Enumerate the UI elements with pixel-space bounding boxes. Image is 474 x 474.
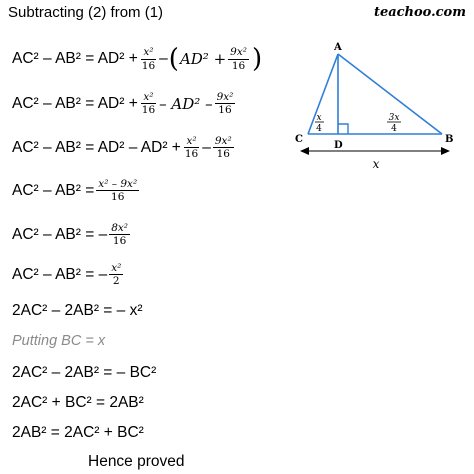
- equation-line-8: 2AC² – 2AB² = – BC²: [12, 364, 157, 381]
- equation-line-4: [12, 178, 141, 203]
- vertex-c-label: C: [295, 134, 303, 145]
- right-angle-marker: [338, 124, 348, 134]
- brand-logo: teachoo.com: [373, 5, 466, 20]
- vertex-d-label: D: [334, 140, 343, 151]
- term-ad2: AD² +: [179, 50, 227, 68]
- fraction-denominator: 16: [216, 148, 230, 161]
- fraction: [215, 91, 236, 116]
- fraction: [183, 135, 200, 160]
- bc-length-label: x: [372, 157, 380, 171]
- fraction: [109, 222, 130, 247]
- cd-label-numerator: x: [316, 113, 322, 123]
- fraction-denominator: 16: [141, 104, 156, 117]
- minus-sign: –: [159, 50, 168, 67]
- fraction-numerator: 9x²: [230, 46, 247, 59]
- substitution-note: Putting BC = x: [12, 333, 106, 349]
- fraction-numerator: x²: [186, 135, 197, 147]
- equation-line-9: 2AC² + BC² = 2AB²: [12, 394, 144, 411]
- fraction-numerator: 9x²: [214, 135, 232, 147]
- fraction-denominator: 16: [111, 191, 125, 204]
- equation-line-10: 2AB² = 2AC² + BC²: [12, 424, 144, 441]
- fraction-numerator: 9x²: [216, 91, 234, 103]
- fraction-numerator: x²: [143, 46, 154, 59]
- fraction-denominator: 16: [184, 148, 199, 161]
- equation-lhs: AC² – AB² = AD² – AD² +: [12, 138, 181, 156]
- fraction: [109, 262, 123, 287]
- vertex-a-label: A: [334, 42, 342, 53]
- equation-line-1: [12, 46, 263, 72]
- equation-lhs: AC² – AB² = AD² +: [12, 94, 138, 112]
- fraction-denominator: 2: [112, 275, 120, 288]
- equation-lhs: AC² – AB² = –: [12, 265, 108, 283]
- equation-line-7: 2AC² – 2AB² = – x²: [12, 302, 143, 319]
- equation-lhs: AC² – AB² = –: [12, 225, 108, 243]
- fraction-denominator: 16: [231, 59, 246, 72]
- fraction-denominator: 16: [112, 235, 127, 248]
- open-paren: (: [168, 44, 179, 74]
- triangle-diagram: [290, 36, 464, 176]
- arrow-left-icon: [300, 147, 309, 155]
- equation-lhs: AC² – AB² =: [12, 181, 95, 199]
- equation-lhs: AC² – AB² = AD² +: [12, 50, 138, 67]
- fraction-numerator: 8x²: [111, 222, 129, 234]
- equation-line-3: [12, 135, 236, 160]
- arrow-right-icon: [441, 147, 450, 155]
- fraction-numerator: x² – 9x²: [98, 178, 138, 190]
- fraction: [140, 46, 157, 71]
- vertex-b-label: B: [445, 134, 454, 145]
- equation-middle: –: [202, 138, 211, 156]
- conclusion: Hence proved: [88, 453, 185, 470]
- close-paren: ): [251, 44, 263, 74]
- fraction-denominator: 16: [141, 59, 156, 72]
- fraction: [213, 135, 234, 160]
- db-label-numerator: 3x: [388, 113, 400, 123]
- equation-line-2: [12, 91, 237, 116]
- equation-line-5: [12, 222, 132, 247]
- cd-label-denominator: 4: [316, 124, 322, 134]
- db-label-denominator: 4: [391, 124, 397, 134]
- fraction: [140, 91, 157, 116]
- fraction: [96, 178, 139, 203]
- equation-line-6: [12, 262, 125, 287]
- heading: Subtracting (2) from (1): [8, 4, 164, 21]
- fraction-denominator: 16: [218, 104, 232, 117]
- fraction-numerator: x²: [143, 91, 154, 103]
- equation-middle: – AD² –: [159, 94, 213, 113]
- fraction: [228, 46, 249, 71]
- fraction-numerator: x²: [111, 262, 122, 274]
